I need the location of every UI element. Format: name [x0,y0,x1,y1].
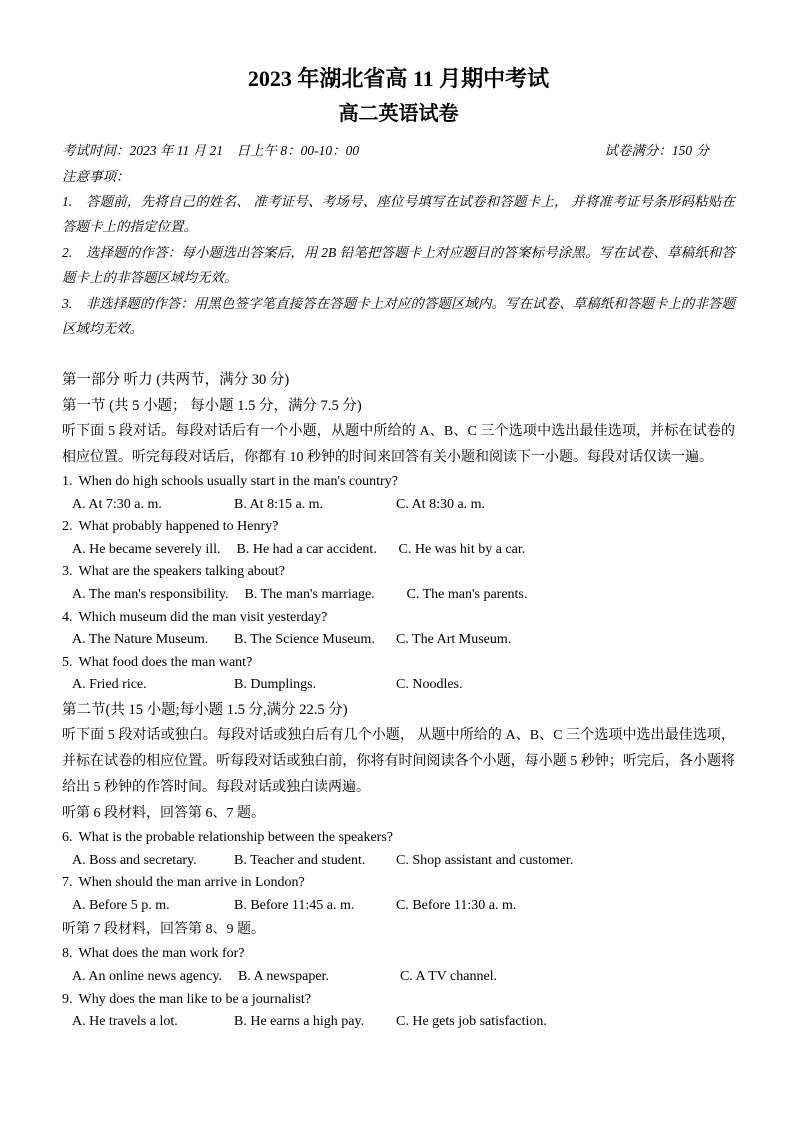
question-7 [62,872,735,895]
question-3 [62,561,735,584]
question-3-option-c: C. The man's parents. [406,586,528,602]
question-2-option-b: B. He had a car accident. [236,541,377,557]
question-2-number: 2. [62,519,73,535]
question-8-number: 8. [62,946,73,962]
question-7-option-c: C. Before 11:30 a. m. [396,897,517,913]
question-9-number: 9. [62,991,73,1007]
question-5-options [62,674,735,697]
material-6-lead: 听第 6 段材料，回答第 6、7 题。 [62,805,265,821]
notice-item-1: 1. 答题前，先将自己的姓名、 准考证号、考场号、座位号填写在试卷和答题卡上， 并将准考证号条形码粘贴在答题卡上的指定位置。 [62,194,735,234]
question-5-option-c: C. Noodles. [396,677,463,693]
question-3-option-b: B. The man's marriage. [244,586,375,602]
question-7-number: 7. [62,875,73,891]
exam-meta-row [62,140,735,162]
question-5-option-b: B. Dumplings. [234,677,317,693]
exam-time: 考试时间：2023 年 11 月 21 日上午 8：00-10：00 [62,143,360,158]
question-4-options [62,629,735,652]
question-3-text: What are the speakers talking about? [78,564,285,580]
question-8-option-b: B. A newspaper. [237,968,329,984]
question-2 [62,516,735,539]
question-6-options [62,850,735,873]
question-5-option-a: A. Fried rice. [72,677,147,693]
question-4-text: Which museum did the man visit yesterday? [78,609,328,625]
question-9 [62,989,735,1012]
question-2-option-a: A. He became severely ill. [72,541,221,557]
question-1-option-a: A. At 7:30 a. m. [72,496,162,512]
notice-title: 注意事项： [62,169,130,184]
question-2-option-c: C. He was hit by a car. [398,541,526,557]
question-2-text: What probably happened to Henry? [78,519,279,535]
question-9-option-a: A. He travels a lot. [72,1014,178,1030]
section1-heading: 第一节 (共 5 小题； 每小题 1.5 分，满分 7.5 分) [62,398,362,414]
question-8 [62,943,735,966]
section2-heading: 第二节(共 15 小题;每小题 1.5 分,满分 22.5 分) [62,701,348,718]
question-6-number: 6. [62,829,73,845]
question-3-number: 3. [62,564,73,580]
question-6-option-c: C. Shop assistant and customer. [396,852,574,868]
exam-title: 2023 年湖北省高 11 月期中考试 [247,66,550,91]
question-9-option-c: C. He gets job satisfaction. [396,1014,547,1030]
question-9-options [62,1011,735,1034]
question-4-number: 4. [62,609,73,625]
question-9-option-b: B. He earns a high pay. [234,1014,365,1030]
question-4-option-c: C. The Art Museum. [396,632,512,648]
question-8-option-a: A. An online news agency. [72,968,222,984]
question-1-options [62,494,735,517]
question-1-text: When do high schools usually start in the man's country? [78,474,398,489]
question-6-option-b: B. Teacher and student. [234,852,366,868]
question-7-option-a: A. Before 5 p. m. [72,897,170,913]
notice-item-3: 3. 非选择题的作答：用黑色签字笔直接答在答题卡上对应的答题区域内。写在试卷、草稿纸和答题卡上的非答题区域均无效。 [62,296,735,336]
question-3-options [62,584,735,607]
question-1-option-b: B. At 8:15 a. m. [234,496,324,512]
question-6-text: What is the probable relationship between the speakers? [78,829,393,845]
question-7-options [62,895,735,918]
question-9-text: Why does the man like to be a journalist? [78,991,311,1007]
question-4 [62,607,735,630]
question-7-text: When should the man arrive in London? [78,875,305,891]
question-5-number: 5. [62,654,73,670]
question-7-option-b: B. Before 11:45 a. m. [234,897,355,913]
question-5-text: What food does the man want? [78,654,253,670]
question-8-text: What does the man work for? [78,946,245,962]
material-7-lead: 听第 7 段材料，回答第 8、9 题。 [62,922,265,938]
question-3-option-a: A. The man's responsibility. [72,586,229,602]
question-5 [62,652,735,675]
section2-instructions: 听下面 5 段对话或独白。每段对话或独白后有几个小题， 从题中所给的 A、B、C 三个选项中选出最佳选项，并标在试卷的相应位置。听每段对话或独白前，你将有时间阅读各个小题，每小题 5 秒钟；听完后，各小题将给出 5 秒钟的作答时间。每段对话或独白读两遍。 [62,727,735,795]
part1-heading: 第一部分 听力 (共两节，满分 30 分) [62,372,290,388]
full-score: 试卷满分：150 分 [604,143,709,158]
exam-subtitle: 高二英语试卷 [338,103,459,125]
question-1-option-c: C. At 8:30 a. m. [396,496,486,512]
question-4-option-b: B. The Science Museum. [234,632,375,648]
question-1-number: 1. [62,474,73,489]
question-8-options [62,966,735,989]
question-8-option-c: C. A TV channel. [399,968,498,984]
section1-instructions: 听下面 5 段对话。每段对话后有一个小题，从题中所给的 A、B、C 三个选项中选出最佳选项，并标在试卷的相应位置。听完每段对话后，你都有 10 秒钟的时间来回答有关小题和阅读下一小题。每段对话仅读一遍。 [62,424,735,465]
question-6-option-a: A. Boss and secretary. [72,852,197,868]
question-4-option-a: A. The Nature Museum. [72,632,209,648]
question-1 [62,471,735,494]
question-2-options [62,539,735,562]
notice-item-2: 2. 选择题的作答：每小题选出答案后，用 2B 铅笔把答题卡上对应题目的答案标号涂黑。写在试卷、草稿纸和答题卡上的非答题区域均无效。 [62,245,735,285]
question-6 [62,827,735,850]
